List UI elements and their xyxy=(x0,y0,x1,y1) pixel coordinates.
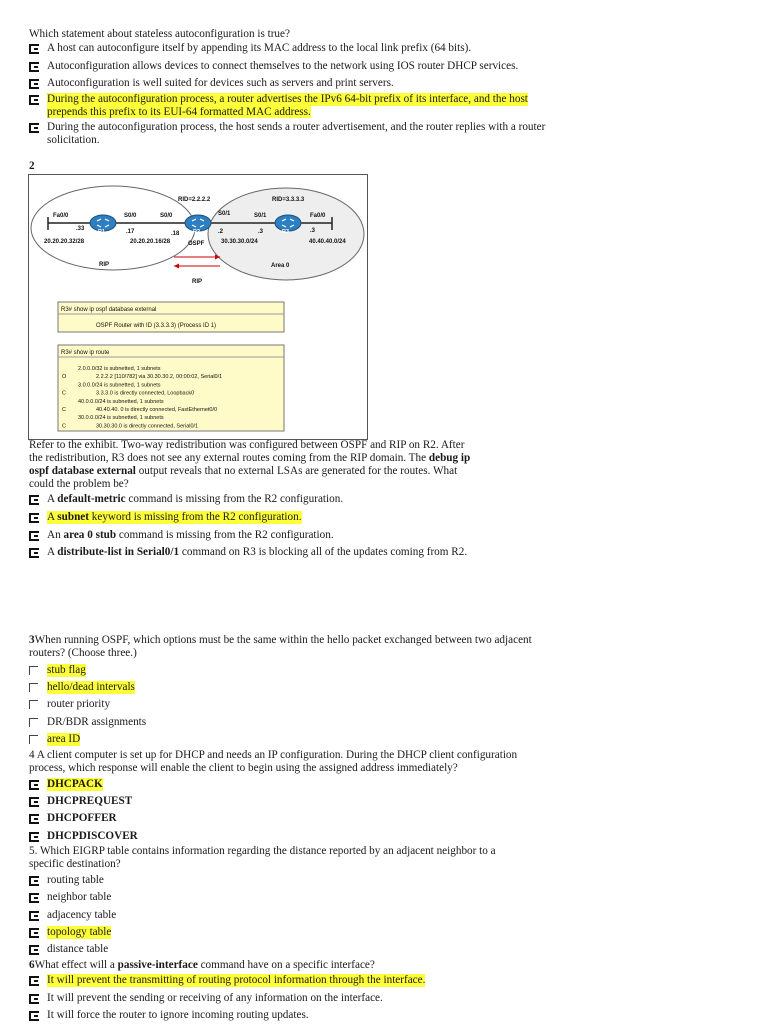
rip-left-label: RIP xyxy=(99,262,110,268)
route-code: C xyxy=(62,390,66,397)
r1-fa-label: Fa0/0 xyxy=(53,213,69,219)
q2-stem-1: Refer to the exhibit. Two-way redistribution was configured between OSPF and RIP on R2. After xyxy=(29,439,465,451)
radio-icon[interactable] xyxy=(29,95,39,105)
radio-icon[interactable] xyxy=(29,893,39,903)
radio-icon[interactable] xyxy=(29,495,39,505)
radio-icon[interactable] xyxy=(29,928,39,938)
route-code: C xyxy=(62,423,66,430)
net2-label: 20.20.20.16/28 xyxy=(130,239,171,245)
radio-icon[interactable] xyxy=(29,780,39,790)
q1-question: Which statement about stateless autoconfiguration is true? xyxy=(29,28,290,40)
ospf-db-command: R3# show ip ospf database external xyxy=(61,307,157,313)
r3-s-label: S0/1 xyxy=(254,213,267,219)
q4-question-2: process, which response will enable the client to begin using the assigned address immediately? xyxy=(29,762,458,774)
ospf-db-line: OSPF Router with ID (3.3.3.3) (Process ID 1) xyxy=(96,323,217,329)
radio-icon[interactable] xyxy=(29,123,39,133)
r3-fa-host-label: .3 xyxy=(310,228,316,234)
r2-name: R2 xyxy=(193,229,201,235)
radio-icon[interactable] xyxy=(29,994,39,1004)
r1-s-label: S0/0 xyxy=(124,213,137,219)
radio-icon[interactable] xyxy=(29,79,39,89)
q3-question-1: 3When running OSPF, which options must be the same within the hello packet exchanged between two adjacent xyxy=(29,634,532,646)
q6-question: 6What effect will a passive-interface command have on a specific interface? xyxy=(29,959,375,971)
radio-icon[interactable] xyxy=(29,976,39,986)
radio-icon[interactable] xyxy=(29,814,39,824)
route-line: 2.2.2.2 [110/782] via 30.30.30.2, 00:00:02, Serial0/1 xyxy=(96,374,223,381)
r3-fa-label: Fa0/0 xyxy=(310,213,326,219)
radio-icon[interactable] xyxy=(29,945,39,955)
network-exhibit xyxy=(28,174,368,440)
net1-label: 20.20.20.32/28 xyxy=(44,239,85,245)
r2-s01-host-label: .2 xyxy=(218,229,224,235)
net3-label: 30.30.30.0/24 xyxy=(221,239,258,245)
q3-question-2: routers? (Choose three.) xyxy=(29,647,137,659)
radio-icon[interactable] xyxy=(29,911,39,921)
checkbox-icon[interactable] xyxy=(29,683,38,692)
net4-label: 40.40.40.0/24 xyxy=(309,239,346,245)
radio-icon[interactable] xyxy=(29,832,39,842)
route-line: 40.40.40. 0 is directly connected, FastEthernet0/0 xyxy=(96,407,218,413)
route-line: 40.0.0.0/24 is subnetted, 1 subnets xyxy=(78,398,164,405)
route-command: R3# show ip route xyxy=(61,350,110,356)
route-line: 30.0.0.0/24 is subnetted, 1 subnets xyxy=(78,415,164,422)
q2-stem-4: could the problem be? xyxy=(29,478,129,490)
area0-label: Area 0 xyxy=(271,263,290,269)
r1-name: R1 xyxy=(98,229,106,235)
q1-option-5-cont: solicitation. xyxy=(47,134,100,146)
r3-name: R3 xyxy=(282,229,290,235)
radio-icon[interactable] xyxy=(29,44,39,54)
route-line: 3.3.3.0 is directly connected, Loopback0 xyxy=(96,390,195,397)
r1-s-host-label: .17 xyxy=(126,229,135,235)
q4-question-1: 4 A client computer is set up for DHCP and needs an IP configuration. During the DHCP client configuration xyxy=(29,749,518,761)
route-line: 30.30.30.0 is directly connected, Serial0/1 xyxy=(96,423,199,430)
rid-r2-label: RID=2.2.2.2 xyxy=(178,197,211,203)
radio-icon[interactable] xyxy=(29,531,39,541)
route-code: C xyxy=(62,407,66,413)
q5-question-1: 5. Which EIGRP table contains information regarding the distance reported by an adjacent neighbor to a xyxy=(29,845,496,857)
checkbox-icon[interactable] xyxy=(29,735,38,744)
radio-icon[interactable] xyxy=(29,876,39,886)
radio-icon[interactable] xyxy=(29,548,39,558)
rid-r3-label: RID=3.3.3.3 xyxy=(272,197,305,203)
checkbox-icon[interactable] xyxy=(29,700,38,709)
radio-icon[interactable] xyxy=(29,62,39,72)
r2-s01-label: S0/1 xyxy=(218,211,231,217)
checkbox-icon[interactable] xyxy=(29,666,38,675)
ospf-label: OSPF xyxy=(188,241,205,247)
radio-icon[interactable] xyxy=(29,513,39,523)
route-code: O xyxy=(62,374,67,381)
radio-icon[interactable] xyxy=(29,797,39,807)
q5-question-2: specific destination? xyxy=(29,858,121,870)
r2-s-host-label: .18 xyxy=(171,231,180,237)
r2-s00-label: S0/0 xyxy=(160,213,173,219)
r1-host-label: .33 xyxy=(76,226,85,232)
r3-s-host-label: .3 xyxy=(258,229,264,235)
q2-stem-3: ospf database external output reveals that no external LSAs are generated for the routes. What xyxy=(29,465,458,477)
route-line: 2.0.0.0/32 is subnetted, 1 subnets xyxy=(78,366,161,372)
q2-stem-2: the redistribution, R3 does not see any external routes coming from the RIP domain. The debug ip xyxy=(29,452,471,464)
route-line: 3.0.0.0/24 is subnetted, 1 subnets xyxy=(78,382,161,389)
q1-option-4-cont: prepends this prefix to its EUI-64 formatted MAC address. xyxy=(47,106,311,118)
rip-mid-label: RIP xyxy=(192,279,203,285)
checkbox-icon[interactable] xyxy=(29,718,38,727)
radio-icon[interactable] xyxy=(29,1011,39,1021)
q2-number: 2 xyxy=(29,160,35,172)
